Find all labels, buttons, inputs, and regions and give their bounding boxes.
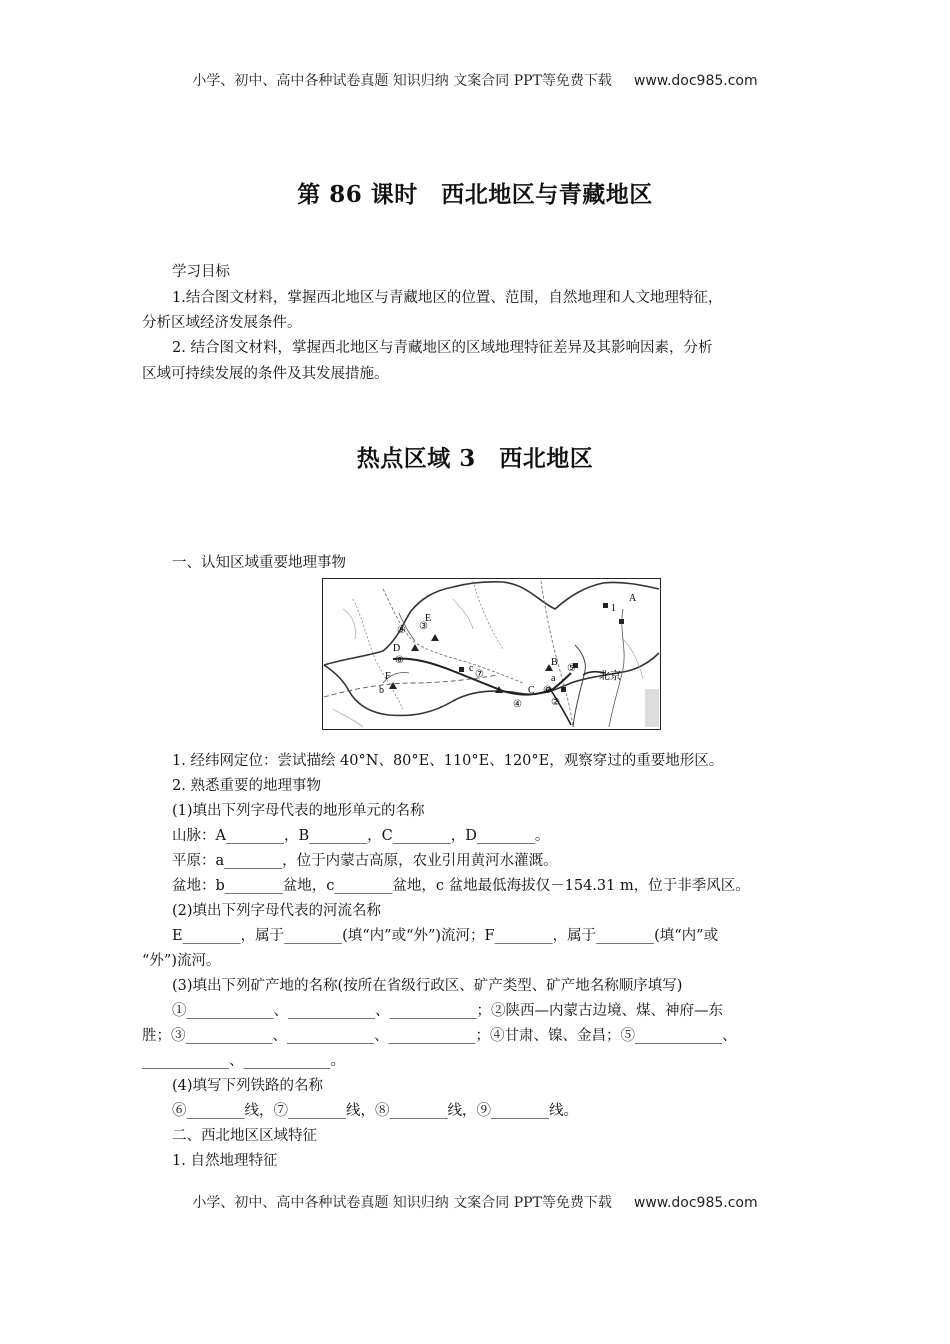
map-label-8: ⑧	[395, 655, 404, 666]
part2-heading: 二、西北地区区域特征	[172, 1128, 317, 1144]
border-line-south	[324, 653, 659, 715]
map-label-D: D	[393, 643, 401, 654]
map-label-c: c	[469, 663, 474, 674]
map-label-5: ⑤	[567, 663, 576, 674]
footer-text: 小学、初中、高中各种试卷真题 知识归纳 文案合同 PPT等免费下载	[192, 1195, 612, 1211]
header-url[interactable]: www.doc985.com	[633, 73, 758, 89]
part2-sub1: 1. 自然地理特征	[172, 1153, 278, 1169]
footer-url[interactable]: www.doc985.com	[633, 1195, 758, 1211]
question-2-3-title: (3)填出下列矿产地的名称(按所在省级行政区、矿产类型、矿产地名称顺序填写)	[172, 978, 683, 994]
mines-blank-line2[interactable]: 胜；③____________、____________、____________；④甘肃、镍、金昌；⑤____________、	[142, 1028, 737, 1044]
map-label-9: ⑨	[397, 625, 406, 636]
map-label-E: E	[425, 613, 432, 624]
basins-blank[interactable]: 盆地：b________盆地，c________盆地，c 盆地最低海拔仅－154.31 m，位于非季风区。	[172, 878, 750, 894]
mines-blank-line3[interactable]: ____________、____________。	[142, 1053, 345, 1069]
map-label-3: ③	[419, 621, 428, 632]
mountains-blank[interactable]: 山脉：A________，B________，C________，D________。	[172, 828, 550, 844]
map-label-6: ⑥	[543, 685, 552, 696]
map-label-a: a	[551, 673, 556, 684]
mines-blank-line1[interactable]: ①____________、____________、____________；②陕西—内蒙古边境、煤、神府—东	[172, 1003, 723, 1019]
border-line-north	[324, 582, 659, 665]
rivers-blank-line1[interactable]: E________，属于________(填“内”或“外”)流河；F________，属于________(填“内”或	[172, 928, 719, 944]
map-label-4: ④	[513, 699, 522, 710]
map-label-beijing: 北京	[599, 670, 621, 682]
railways-blank[interactable]: ⑥________线，⑦________线，⑧________线，⑨________线。	[172, 1103, 578, 1119]
map-label-7: ⑦	[475, 669, 484, 680]
objective-2-line1: 2. 结合图文材料，掌握西北地区与青藏地区的区域地理特征差异及其影响因素，分析	[172, 340, 713, 356]
objective-1-line2: 分析区域经济发展条件。	[142, 315, 302, 331]
question-2-4-title: (4)填写下列铁路的名称	[172, 1078, 324, 1094]
map-label-1: 1	[611, 603, 616, 614]
question-2-2-title: (2)填出下列字母代表的河流名称	[172, 903, 382, 919]
question-2: 2. 熟悉重要的地理事物	[172, 778, 321, 794]
lesson-title: 第 86 课时 西北地区与青藏地区	[297, 181, 653, 208]
objective-1-line1: 1.结合图文材料，掌握西北地区与青藏地区的位置、范围，自然地理和人文地理特征，	[172, 290, 723, 306]
map-label-b: b	[379, 685, 384, 696]
northwest-china-map	[322, 578, 661, 730]
map-label-C: C	[528, 685, 535, 696]
map-label-F: F	[385, 671, 391, 682]
part1-heading: 一、认知区域重要地理事物	[172, 555, 346, 571]
header-text: 小学、初中、高中各种试卷真题 知识归纳 文案合同 PPT等免费下载	[192, 73, 612, 89]
objectives-heading: 学习目标	[172, 264, 230, 280]
plains-blank[interactable]: 平原：a________，位于内蒙古高原，农业引用黄河水灌溉。	[172, 853, 558, 869]
section-title: 热点区域 3 西北地区	[356, 445, 594, 472]
question-2-1-title: (1)填出下列字母代表的地形单元的名称	[172, 803, 425, 819]
page-footer	[0, 1192, 950, 1212]
rivers-blank-line2: “外”)流河。	[142, 953, 221, 969]
map-label-A: A	[629, 593, 637, 604]
page-header	[0, 70, 950, 90]
map-label-B: B	[551, 657, 558, 668]
objective-2-line2: 区域可持续发展的条件及其发展措施。	[142, 366, 389, 382]
question-1: 1. 经纬网定位：尝试描绘 40°N、80°E、110°E、120°E，观察穿过的重要地形区。	[172, 753, 724, 769]
map-label-2: ②	[551, 697, 560, 708]
